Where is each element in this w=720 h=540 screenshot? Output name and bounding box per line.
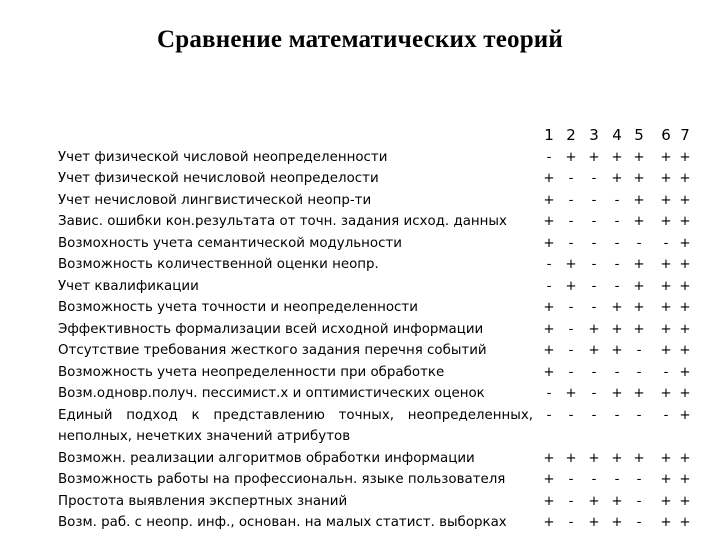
- mark-cell: +: [543, 472, 555, 487]
- mark-cell: -: [591, 472, 597, 487]
- mark-cell: +: [660, 343, 672, 358]
- criterion-label-line-2: неполных, нечетких значений атрибутов: [58, 429, 351, 444]
- criterion-label: Возможность работы на профессиональн. языке пользователя: [58, 472, 506, 487]
- mark-cell: -: [568, 214, 574, 229]
- mark-cell: +: [611, 321, 623, 337]
- mark-cell: -: [614, 407, 620, 423]
- mark-cell: +: [660, 171, 672, 186]
- mark-cell: +: [543, 235, 555, 251]
- mark-cell: -: [614, 364, 620, 380]
- mark-cell: +: [565, 257, 577, 272]
- mark-cell: +: [543, 300, 555, 315]
- mark-cell: +: [679, 214, 691, 229]
- mark-cell: +: [543, 214, 555, 229]
- mark-cell: +: [679, 386, 691, 401]
- mark-cell: -: [568, 493, 574, 509]
- mark-cell: -: [568, 321, 574, 337]
- mark-cell: +: [565, 450, 577, 466]
- criterion-label: Завис. ошибки кон.результата от точн. задания исход. данных: [58, 214, 507, 229]
- mark-cell: -: [568, 407, 574, 423]
- column-header: 5: [634, 126, 644, 144]
- criterion-label: Эффективность формализации всей исходной информации: [58, 321, 484, 337]
- mark-cell: +: [660, 321, 672, 337]
- mark-cell: +: [660, 257, 672, 272]
- mark-cell: -: [568, 300, 574, 315]
- criterion-label: Учет физической нечисловой неопределости: [58, 171, 379, 186]
- mark-cell: -: [568, 343, 574, 358]
- mark-cell: +: [588, 493, 600, 509]
- mark-cell: -: [663, 364, 669, 380]
- mark-cell: +: [679, 192, 691, 208]
- mark-cell: +: [543, 171, 555, 186]
- mark-cell: +: [679, 235, 691, 251]
- mark-cell: -: [546, 149, 552, 165]
- mark-cell: +: [611, 171, 623, 186]
- mark-cell: +: [565, 149, 577, 165]
- mark-cell: +: [679, 343, 691, 358]
- mark-cell: +: [543, 515, 555, 530]
- mark-cell: -: [614, 235, 620, 251]
- mark-cell: +: [633, 214, 645, 229]
- mark-cell: +: [611, 515, 623, 530]
- mark-cell: -: [636, 493, 642, 509]
- mark-cell: +: [633, 300, 645, 315]
- mark-cell: +: [543, 364, 555, 380]
- mark-cell: +: [543, 343, 555, 358]
- mark-cell: -: [546, 407, 552, 423]
- mark-cell: +: [679, 278, 691, 294]
- mark-cell: +: [660, 472, 672, 487]
- mark-cell: -: [663, 407, 669, 423]
- mark-cell: +: [611, 343, 623, 358]
- mark-cell: +: [679, 450, 691, 466]
- mark-cell: +: [611, 149, 623, 165]
- mark-cell: -: [568, 235, 574, 251]
- mark-cell: +: [633, 257, 645, 272]
- mark-cell: +: [633, 192, 645, 208]
- criterion-label: Простота выявления экспертных знаний: [58, 493, 348, 509]
- mark-cell: +: [633, 149, 645, 165]
- mark-cell: +: [633, 450, 645, 466]
- mark-cell: +: [660, 450, 672, 466]
- mark-cell: -: [546, 278, 552, 294]
- mark-cell: +: [679, 515, 691, 530]
- mark-cell: -: [568, 364, 574, 380]
- column-header: 6: [661, 126, 671, 144]
- mark-cell: +: [543, 493, 555, 509]
- criterion-label: Возможность количественной оценки неопр.: [58, 257, 379, 272]
- mark-cell: +: [543, 192, 555, 208]
- mark-cell: +: [543, 450, 555, 466]
- mark-cell: +: [543, 321, 555, 337]
- mark-cell: -: [568, 192, 574, 208]
- mark-cell: +: [679, 321, 691, 337]
- mark-cell: +: [588, 450, 600, 466]
- mark-cell: -: [591, 386, 597, 401]
- criterion-label: Возможность учета неопределенности при обработке: [58, 364, 445, 380]
- mark-cell: -: [636, 472, 642, 487]
- mark-cell: +: [679, 472, 691, 487]
- column-header: 7: [680, 126, 690, 144]
- mark-cell: -: [614, 257, 620, 272]
- column-header: 3: [589, 126, 599, 144]
- mark-cell: +: [633, 321, 645, 337]
- column-header: 4: [612, 126, 622, 144]
- mark-cell: +: [679, 149, 691, 165]
- mark-cell: -: [614, 214, 620, 229]
- criterion-label-line-1: Единый подход к представлению точных, неопределенных,: [58, 407, 533, 423]
- column-header: 2: [566, 126, 576, 144]
- criterion-label: Возмохность учета семантической модульности: [58, 235, 402, 251]
- mark-cell: -: [546, 386, 552, 401]
- criterion-label: Возм. раб. с неопр. инф., основан. на малых статист. выборках: [58, 515, 507, 530]
- mark-cell: +: [611, 300, 623, 315]
- mark-cell: +: [660, 515, 672, 530]
- mark-cell: -: [591, 257, 597, 272]
- mark-cell: +: [633, 386, 645, 401]
- mark-cell: -: [614, 472, 620, 487]
- mark-cell: +: [633, 278, 645, 294]
- mark-cell: +: [679, 493, 691, 509]
- mark-cell: +: [565, 278, 577, 294]
- mark-cell: -: [591, 278, 597, 294]
- mark-cell: -: [568, 472, 574, 487]
- mark-cell: +: [611, 493, 623, 509]
- criterion-label: Учет физической числовой неопределенности: [58, 149, 388, 165]
- mark-cell: -: [636, 407, 642, 423]
- mark-cell: -: [568, 171, 574, 186]
- mark-cell: -: [591, 192, 597, 208]
- mark-cell: -: [591, 171, 597, 186]
- mark-cell: -: [568, 515, 574, 530]
- mark-cell: +: [679, 364, 691, 380]
- mark-cell: +: [660, 493, 672, 509]
- mark-cell: +: [660, 149, 672, 165]
- mark-cell: +: [660, 278, 672, 294]
- mark-cell: -: [636, 364, 642, 380]
- column-header: 1: [544, 126, 554, 144]
- mark-cell: -: [591, 235, 597, 251]
- mark-cell: +: [660, 192, 672, 208]
- mark-cell: +: [588, 321, 600, 337]
- mark-cell: +: [660, 214, 672, 229]
- mark-cell: -: [591, 300, 597, 315]
- mark-cell: +: [588, 515, 600, 530]
- mark-cell: -: [546, 257, 552, 272]
- criterion-label: Учет нечисловой лингвистической неопр-ти: [58, 192, 372, 208]
- mark-cell: +: [660, 300, 672, 315]
- criterion-label: Возможность учета точности и неопределенности: [58, 300, 418, 315]
- mark-cell: +: [588, 149, 600, 165]
- mark-cell: -: [614, 278, 620, 294]
- mark-cell: +: [660, 386, 672, 401]
- mark-cell: +: [588, 343, 600, 358]
- mark-cell: +: [611, 386, 623, 401]
- criterion-label: Отсутствие требования жесткого задания перечня событий: [58, 343, 487, 358]
- mark-cell: +: [679, 300, 691, 315]
- mark-cell: -: [636, 343, 642, 358]
- mark-cell: +: [633, 171, 645, 186]
- criterion-label: Возможн. реализации алгоритмов обработки информации: [58, 450, 475, 466]
- mark-cell: +: [611, 450, 623, 466]
- mark-cell: +: [565, 386, 577, 401]
- page-title: Сравнение математических теорий: [156, 26, 564, 53]
- mark-cell: -: [591, 214, 597, 229]
- criterion-label: Учет квалификации: [58, 278, 199, 294]
- mark-cell: +: [679, 257, 691, 272]
- mark-cell: -: [591, 364, 597, 380]
- mark-cell: +: [679, 407, 691, 423]
- mark-cell: -: [614, 192, 620, 208]
- mark-cell: -: [636, 515, 642, 530]
- mark-cell: -: [663, 235, 669, 251]
- mark-cell: +: [679, 171, 691, 186]
- mark-cell: -: [591, 407, 597, 423]
- criterion-label: [58, 405, 533, 448]
- mark-cell: -: [636, 235, 642, 251]
- criterion-label: Возм.одновр.получ. пессимист.х и оптимистических оценок: [58, 386, 485, 401]
